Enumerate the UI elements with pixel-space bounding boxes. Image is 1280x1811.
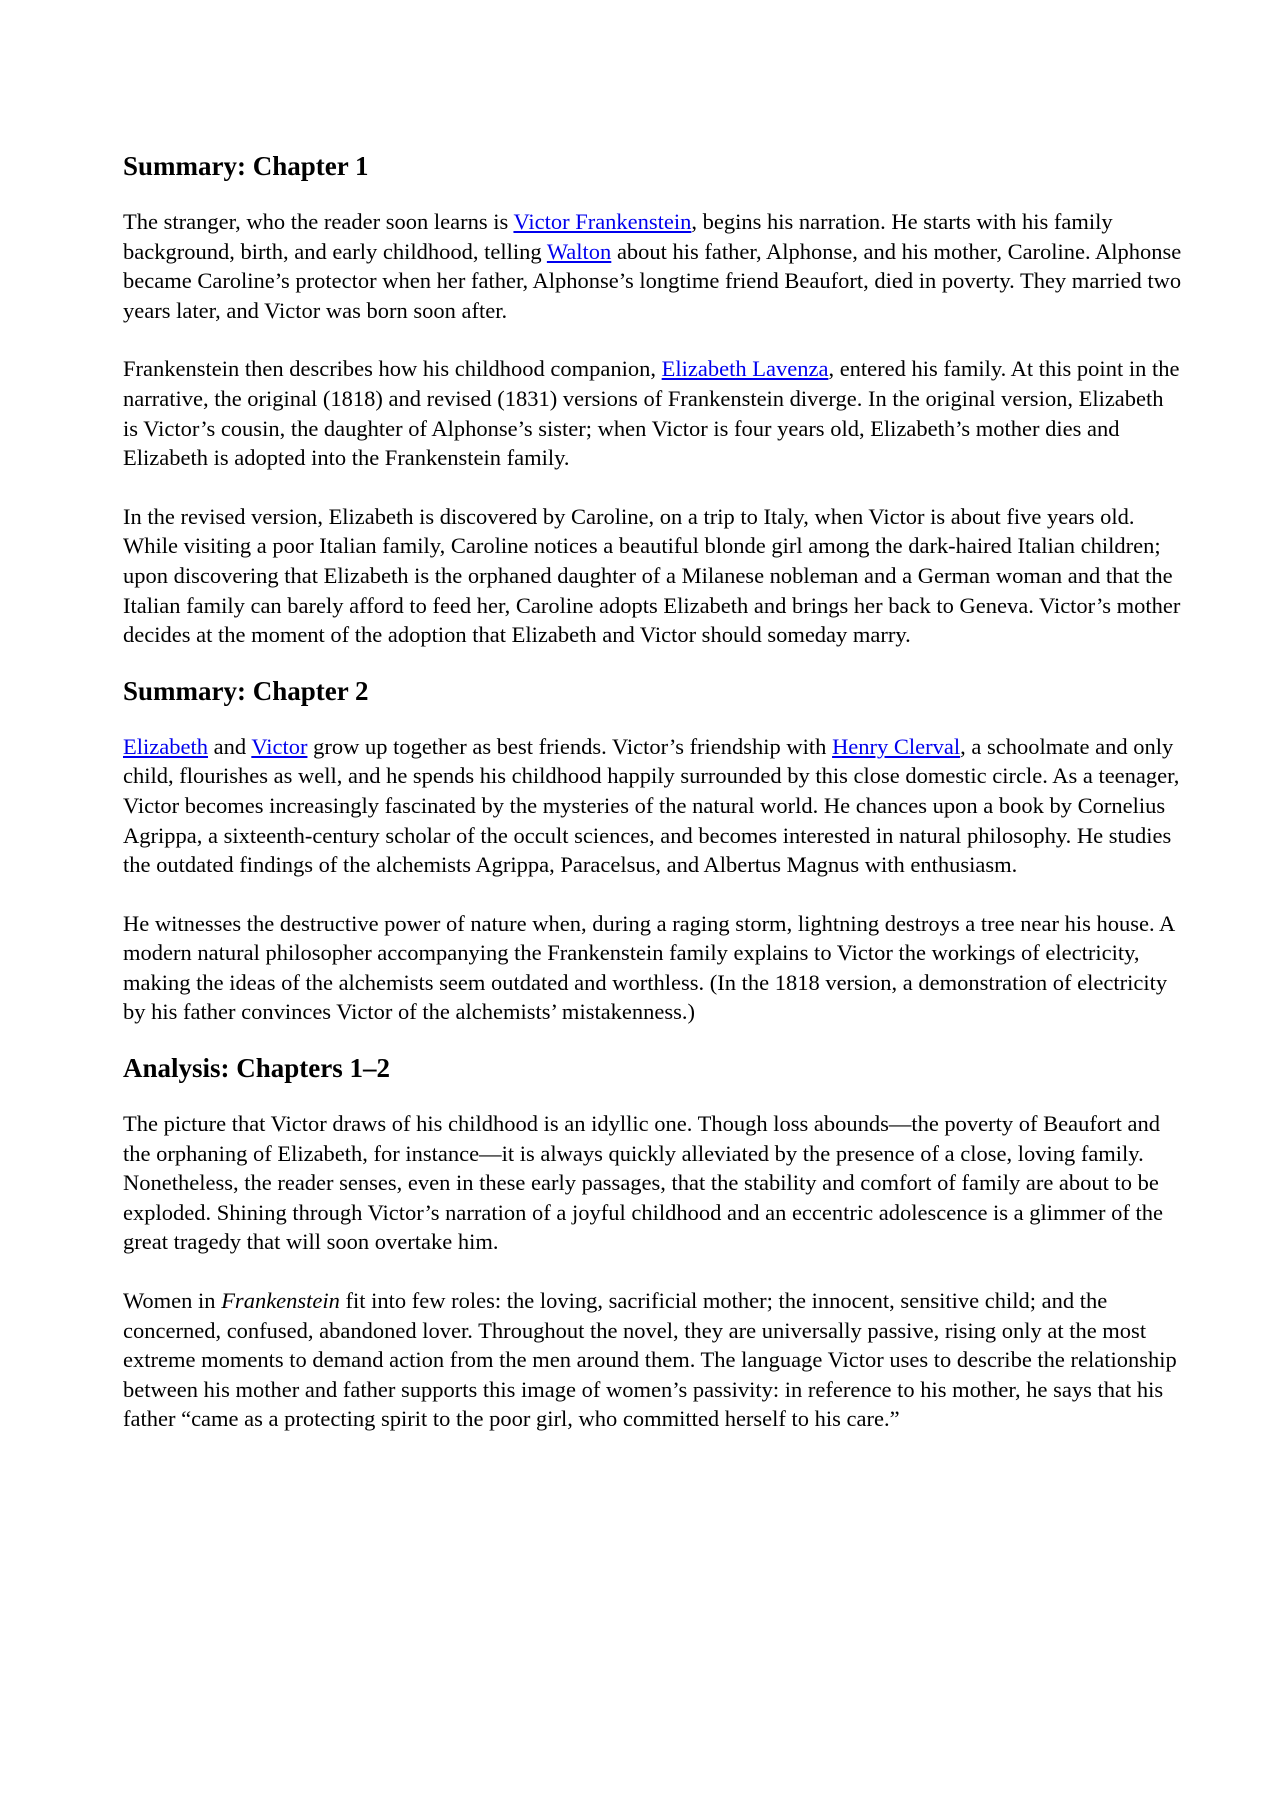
link-victor[interactable]: Victor [251, 733, 308, 759]
link-victor-frankenstein[interactable]: Victor Frankenstein [513, 209, 692, 234]
paragraph: He witnesses the destructive power of nature when, during a raging storm, lightning destroys a tree near his house. A modern natural philosopher accompanying the Frankenstein family explains to Victor the workings of electricity, making the ideas of the alchemists seem outdated and worthless. (In the 1818 version, a demonstration of electricity by his father convinces Victor of the alchemists’ mistakenness.) [123, 910, 1174, 1025]
section-heading: Summary: Chapter 2 [123, 675, 369, 706]
document-page [123, 150, 1183, 1463]
link-henry-clerval[interactable]: Henry Clerval [832, 733, 961, 759]
paragraph: Women in Frankenstein fit into few roles: the loving, sacrificial mother; the innocent, sensitive child; and the concerned, confused, abandoned lover. Throughout the novel, they are universally passive, rising only at the most extreme moments to demand action from the men around them. The language Victor uses to describe the relationship between his mother and father supports this image of women’s passivity: in reference to his mother, he says that his father “came as a protecting spirit to the poor girl, who committed herself to his care.” [123, 1288, 1177, 1432]
paragraph: The stranger, who the reader soon learns is Victor Frankenstein, begins his narration. He starts with his family background, birth, and early childhood, telling Walton about his father, Alphonse, and his mother, Caroline. Alphonse became Caroline’s protector when her father, Alphonse’s longtime friend Beaufort, died in poverty. They married two years later, and Victor was born soon after. [123, 209, 1182, 323]
section-heading: Summary: Chapter 1 [123, 151, 369, 181]
book-title: Frankenstein [221, 1288, 340, 1314]
paragraph: Elizabeth and Victor grow up together as best friends. Victor’s friendship with Henry Clerval, a schoolmate and only child, flourishes as well, and he spends his childhood happily surrounded by this close domestic circle. As a teenager, Victor becomes increasingly fascinated by the mysteries of the natural world. He chances upon a book by Cornelius Agrippa, a sixteenth-century scholar of the occult sciences, and becomes interested in natural philosophy. He studies the outdated findings of the alchemists Agrippa, Paracelsus, and Albertus Magnus with enthusiasm. [123, 733, 1180, 878]
link-elizabeth-lavenza[interactable]: Elizabeth Lavenza [661, 356, 829, 382]
section-summary-chapter-2 [123, 675, 1183, 1027]
link-walton[interactable]: Walton [546, 238, 612, 264]
paragraph: The picture that Victor draws of his childhood is an idyllic one. Though loss abounds—the poverty of Beaufort and the orphaning of Elizabeth, for instance—it is always quickly alleviated by the presence of a close, loving family. Nonetheless, the reader senses, even in these early passages, that the stability and comfort of family are about to be exploded. Shining through Victor’s narration of a joyful childhood and an eccentric adolescence is a glimmer of the great tragedy that will soon overtake him. [123, 1111, 1164, 1255]
section-heading: Analysis: Chapters 1–2 [123, 1053, 391, 1084]
paragraph: Frankenstein then describes how his childhood companion, Elizabeth Lavenza, entered his family. At this point in the narrative, the original (1818) and revised (1831) versions of Frankenstein diverge. In the original version, Elizabeth is Victor’s cousin, the daughter of Alphonse’s sister; when Victor is four years old, Elizabeth’s mother dies and Elizabeth is adopted into the Frankenstein family. [123, 356, 1180, 471]
paragraph: In the revised version, Elizabeth is discovered by Caroline, on a trip to Italy, when Victor is about five years old. While visiting a poor Italian family, Caroline notices a beautiful blonde girl among the dark-haired Italian children; upon discovering that Elizabeth is the orphaned daughter of a Milanese nobleman and a German woman and that the Italian family can barely afford to feed her, Caroline adopts Elizabeth and brings her back to Geneva. Victor’s mother decides at the moment of the adoption that Elizabeth and Victor should someday marry. [123, 503, 1181, 648]
section-summary-chapter-1 [123, 150, 1183, 650]
link-elizabeth[interactable]: Elizabeth [123, 733, 208, 759]
section-analysis-chapters-1-2 [123, 1052, 1183, 1434]
